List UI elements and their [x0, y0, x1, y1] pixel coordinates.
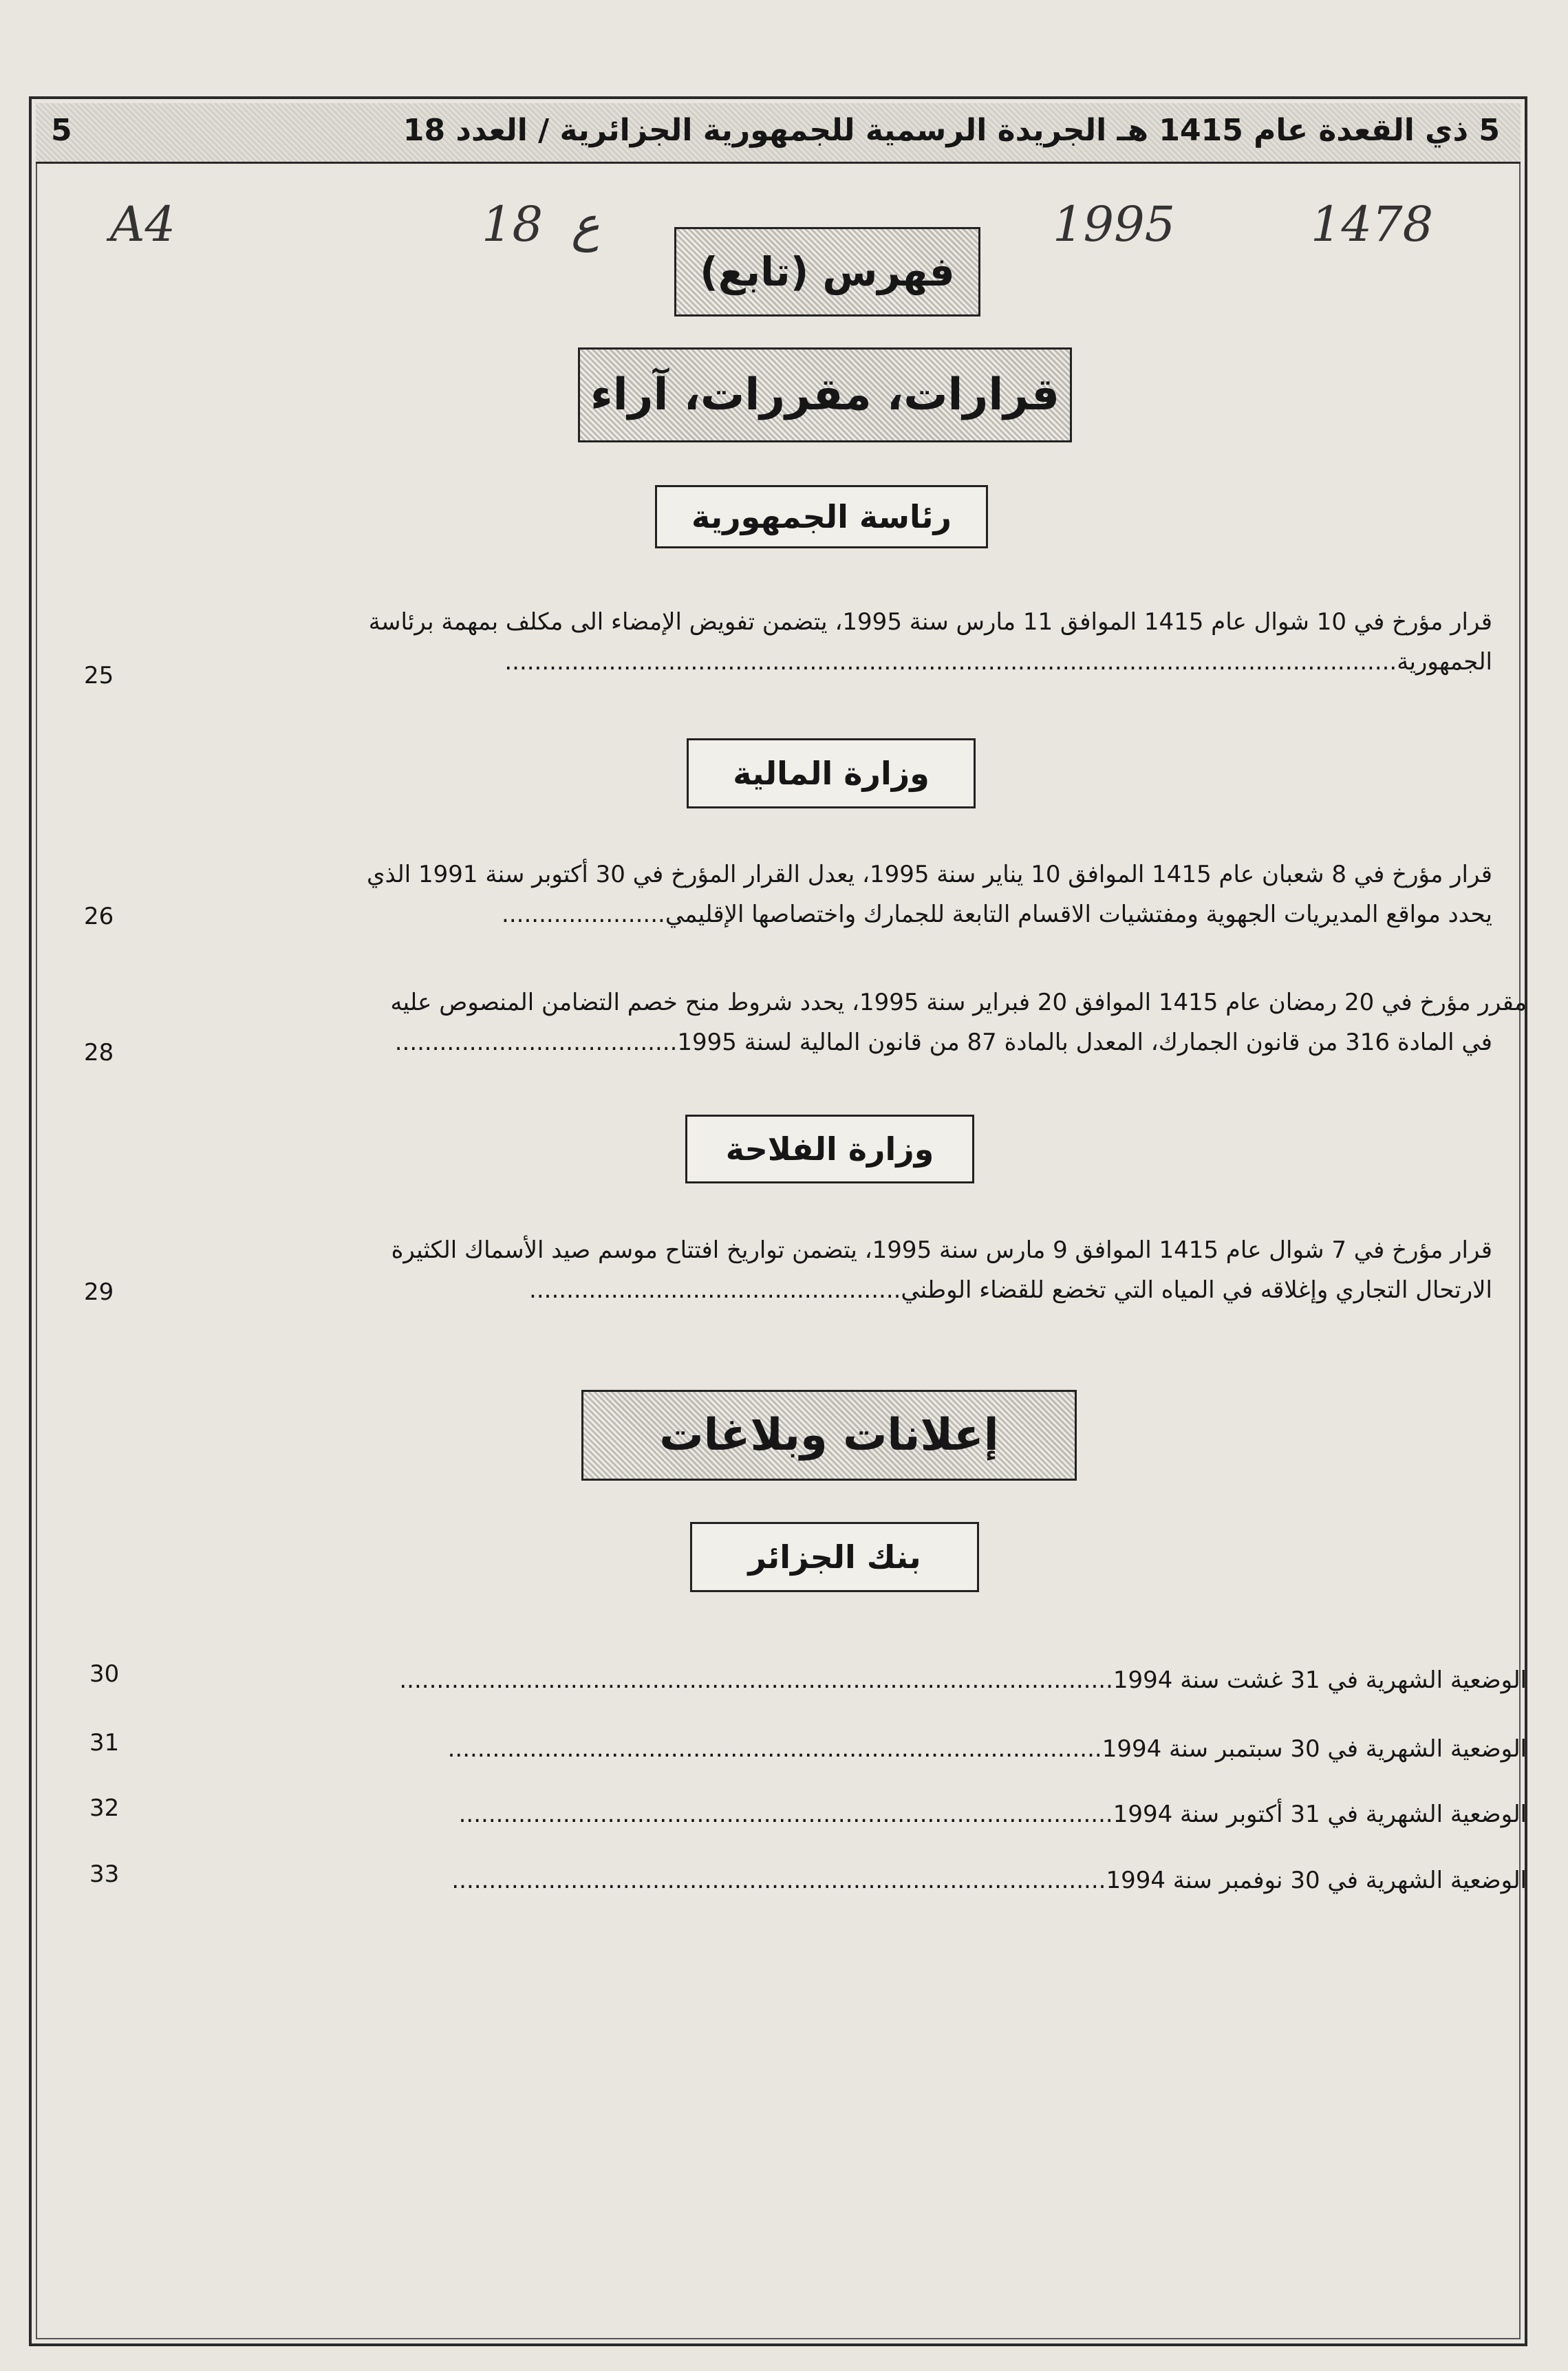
header-page-number: 5: [51, 113, 72, 148]
index-entry: [164, 1230, 1492, 1310]
handwritten-note: 18: [482, 196, 544, 253]
handwritten-note: A4: [110, 196, 176, 253]
index-entry: [192, 1860, 1527, 1900]
index-entry: [192, 1794, 1527, 1834]
entry-line: الوضعية الشهرية في 31 غشت سنة 1994................................................................................................: [399, 1666, 1527, 1694]
ministry-heading: [655, 485, 988, 548]
ministry-heading: [685, 1115, 974, 1183]
index-title: فهرس (تابع): [700, 248, 955, 295]
entry-line: مقرر مؤرخ في 20 رمضان عام 1415 الموافق 20 فبراير سنة 1995، يحدد شروط منح خصم التضامن المنصوص عليه: [390, 989, 1527, 1016]
ministry-name: وزارة المالية: [733, 755, 930, 792]
page-reference: 32: [89, 1794, 120, 1822]
entry-line: قرار مؤرخ في 8 شعبان عام 1415 الموافق 10 يناير سنة 1995، يعدل القرار المؤرخ في 30 أكتوبر سنة 1991 الذي: [366, 861, 1492, 888]
handwritten-note: ع: [571, 196, 600, 253]
page-reference: 33: [89, 1860, 120, 1888]
entry-line: الجمهورية........................................................................................................................: [504, 648, 1492, 676]
index-title-box: [674, 227, 980, 317]
ministry-name: رئاسة الجمهورية: [691, 498, 952, 535]
section-title: إعلانات وبلاغات: [659, 1410, 999, 1461]
page-header: [36, 103, 1521, 164]
index-entry: [164, 855, 1492, 934]
section-title: قرارات، مقررات، آراء: [590, 369, 1060, 420]
entry-line: الوضعية الشهرية في 31 أكتوبر سنة 1994........................................................................................: [458, 1801, 1527, 1828]
page-reference: 28: [84, 1039, 114, 1066]
page-reference: 25: [84, 662, 114, 689]
ministry-name: بنك الجزائر: [748, 1538, 921, 1576]
page-reference: 26: [84, 903, 114, 930]
index-entry: [164, 602, 1492, 682]
index-entry: [192, 1729, 1527, 1769]
entry-line: في المادة 316 من قانون الجمارك، المعدل بالمادة 87 من قانون المالية لسنة 1995......................................: [394, 1029, 1492, 1056]
ministry-name: وزارة الفلاحة: [725, 1130, 934, 1168]
handwritten-note: 1995: [1053, 196, 1176, 253]
page-reference: 30: [89, 1660, 120, 1688]
entry-line: الارتحال التجاري وإغلاقه في المياه التي تخضع للقضاء الوطني..................................................: [529, 1276, 1492, 1304]
entry-line: الوضعية الشهرية في 30 نوفمبر سنة 1994........................................................................................: [451, 1867, 1527, 1894]
handwritten-note: 1478: [1311, 196, 1434, 253]
index-entry: [164, 983, 1527, 1062]
gazette-header-title: 5 ذي القعدة عام 1415 هـ الجريدة الرسمية للجمهورية الجزائرية / العدد 18: [402, 113, 1500, 148]
entry-line: الوضعية الشهرية في 30 سبتمبر سنة 1994........................................................................................: [447, 1735, 1527, 1763]
entry-line: قرار مؤرخ في 7 شوال عام 1415 الموافق 9 مارس سنة 1995، يتضمن تواريخ افتتاح موسم صيد الأسماك الكثيرة: [391, 1236, 1492, 1264]
entry-line: قرار مؤرخ في 10 شوال عام 1415 الموافق 11 مارس سنة 1995، يتضمن تفويض الإمضاء الى مكلف بمهمة برئاسة: [368, 608, 1492, 636]
section-heading-announcements: [581, 1390, 1077, 1481]
entry-line: يحدد مواقع المديريات الجهوية ومفتشيات الاقسام التابعة للجمارك واختصاصها الإقليمي......................: [502, 901, 1492, 928]
index-entry: [192, 1660, 1527, 1700]
ministry-heading: [690, 1522, 979, 1592]
section-heading-decisions: [578, 347, 1072, 442]
page-reference: 29: [84, 1278, 114, 1306]
ministry-heading: [687, 738, 976, 808]
page-reference: 31: [89, 1729, 120, 1757]
